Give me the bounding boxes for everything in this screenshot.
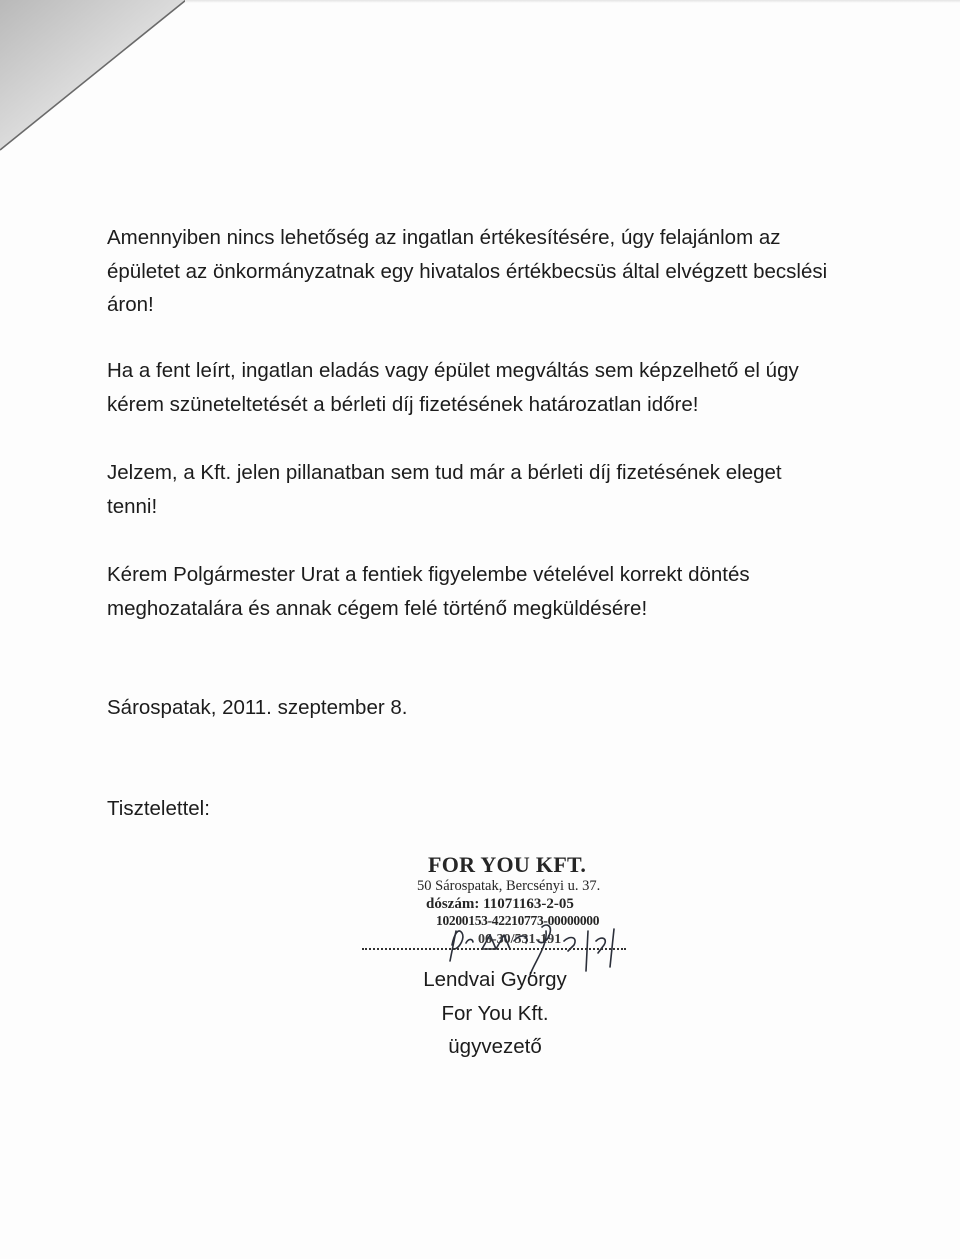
text-line: épületet az önkormányzatnak egy hivatalos értékbecsüs által elvégzett becslési xyxy=(107,259,828,283)
paragraph-suspension-request xyxy=(107,354,799,421)
text-line: tenni! xyxy=(107,494,158,518)
stamp-tax-number: dószám: 11071163-2-05 xyxy=(426,896,574,912)
text-line: áron! xyxy=(107,293,154,316)
stamp-company: FOR YOU KFT. xyxy=(428,852,587,877)
signature-dotted-line xyxy=(362,948,626,950)
folded-page-corner xyxy=(0,0,200,160)
paragraph-offer xyxy=(107,221,827,322)
signatory-block xyxy=(370,963,620,1064)
stamp-address: 50 Sárospatak, Bercsényi u. 37. xyxy=(417,878,601,894)
closing-salutation: Tisztelettel: xyxy=(107,797,210,820)
text-line: meghozatalára és annak cégem felé történő megküldésére! xyxy=(107,596,648,620)
stamp-phone: 06-30/531-191 xyxy=(478,932,562,947)
signatory-name: Lendvai György xyxy=(423,968,567,991)
stamp-bank-account: 10200153-42210773-00000000 xyxy=(436,913,600,928)
text-line: Amennyiben nincs lehetőség az ingatlan értékesítésére, úgy felajánlom az xyxy=(107,226,781,249)
date-line: Sárospatak, 2011. szeptember 8. xyxy=(107,696,408,719)
text-line: Kérem Polgármester Urat a fentiek figyelembe vételével korrekt döntés xyxy=(107,563,750,586)
signatory-title: ügyvezető xyxy=(448,1035,542,1058)
paragraph-payment-notice xyxy=(107,456,782,523)
scan-edge xyxy=(185,0,960,3)
text-line: Ha a fent leírt, ingatlan eladás vagy épület megváltás sem képzelhető el úgy xyxy=(107,359,799,382)
signatory-company: For You Kft. xyxy=(441,1001,549,1025)
text-line: kérem szüneteltetését a bérleti díj fizetésének határozatlan időre! xyxy=(107,392,699,416)
text-line: Jelzem, a Kft. jelen pillanatban sem tud már a bérleti díj fizetésének eleget xyxy=(107,461,782,484)
paragraph-decision-request xyxy=(107,558,750,625)
